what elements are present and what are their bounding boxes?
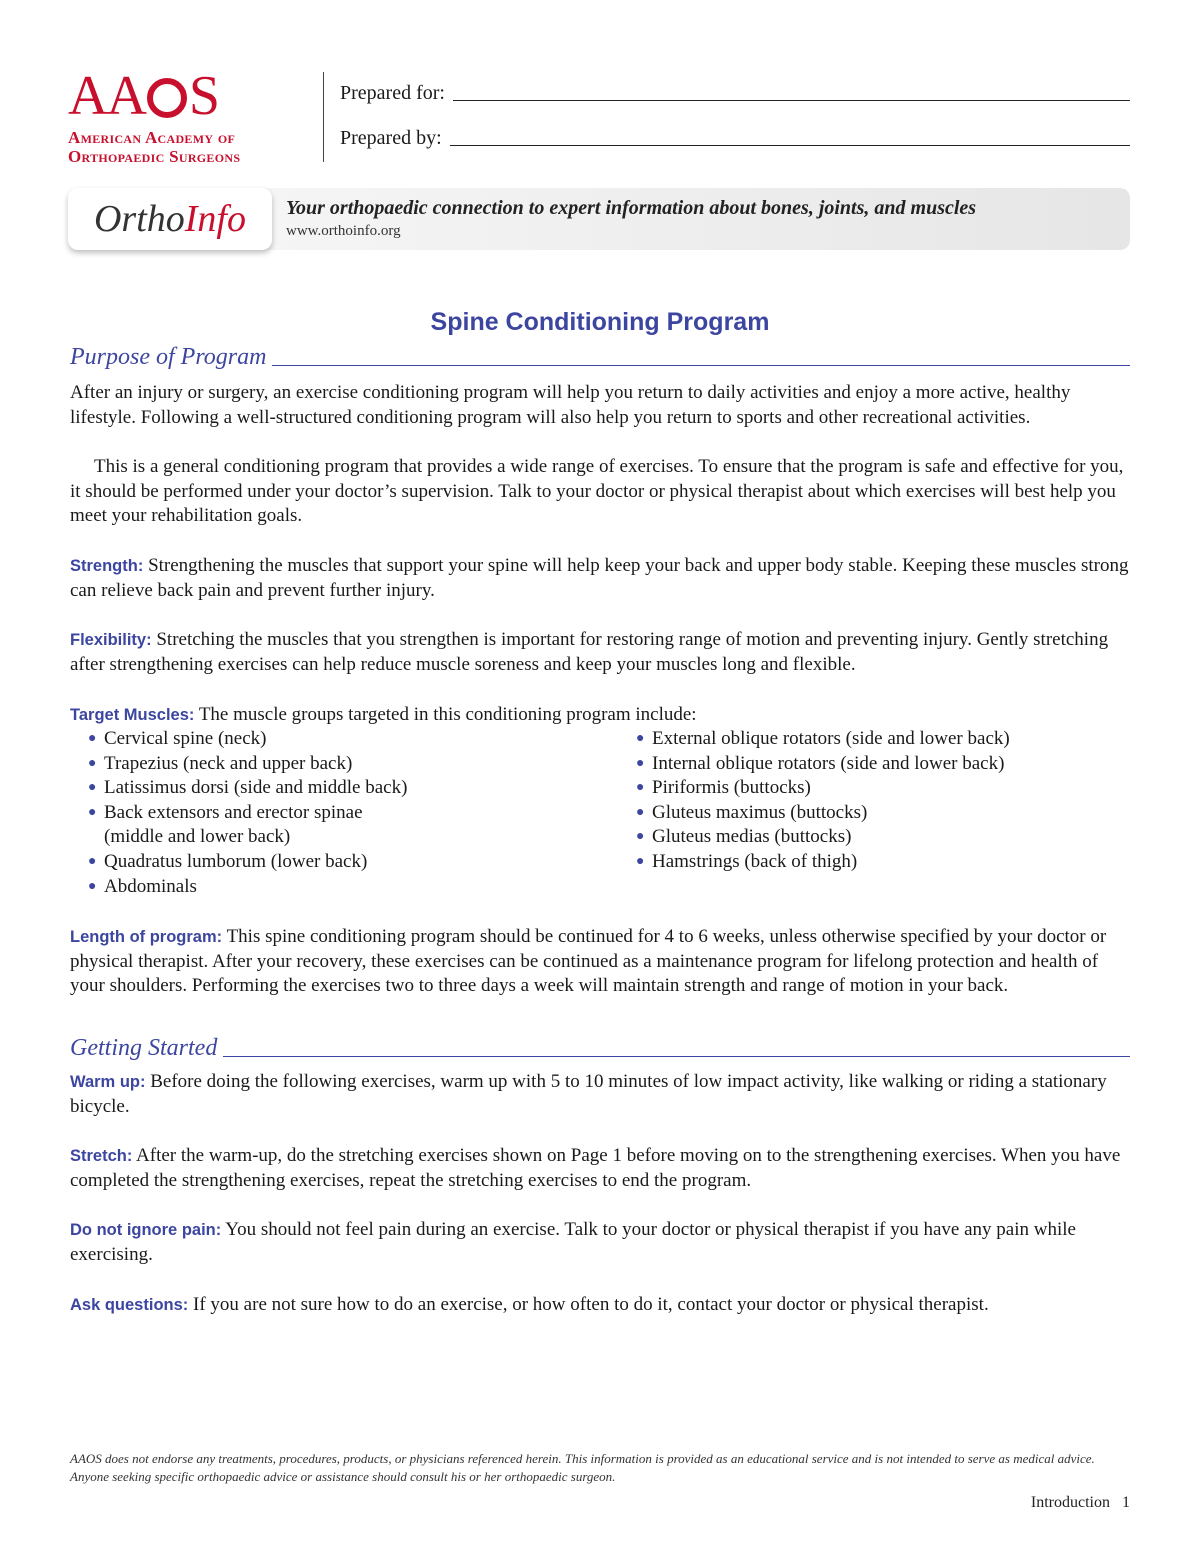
bullet-icon: ● <box>636 804 645 820</box>
strength-label: Strength: <box>70 557 144 575</box>
list-item-text: Gluteus maximus (buttocks) <box>652 801 868 823</box>
list-item <box>630 752 1130 777</box>
list-item-text: Hamstrings (back of thigh) <box>652 850 858 872</box>
orthoinfo-banner <box>68 188 1130 254</box>
aaos-logo <box>68 65 308 166</box>
bullet-icon: ● <box>636 731 645 746</box>
pain-text: You should not feel pain during an exercise. Talk to your doctor or physical therapist if you have any pain while exercising. <box>70 1219 1076 1265</box>
flexibility-paragraph <box>70 628 1132 677</box>
list-item-text: Internal oblique rotators (side and lower back) <box>652 752 1005 774</box>
flexibility-text: Stretching the muscles that you strengthen is important for restoring range of motion and preventing injury. Gently stretching after strengthening exercises can help reduce muscle soreness and keep your muscles long and flexible. <box>70 629 1109 675</box>
warm-up-label: Warm up: <box>70 1073 146 1091</box>
aaos-logo-mark <box>68 65 308 127</box>
stretch-label: Stretch: <box>70 1147 133 1165</box>
section-heading-purpose <box>70 344 1130 371</box>
length-of-program-paragraph <box>70 925 1132 999</box>
bullet-icon: ● <box>88 731 97 746</box>
list-item-text: Abdominals <box>104 875 197 897</box>
warm-up-paragraph <box>70 1070 1132 1119</box>
list-item <box>82 727 542 752</box>
bullet-icon: ● <box>88 804 97 820</box>
prepared-for-line[interactable] <box>453 100 1130 101</box>
bullet-icon: ● <box>636 780 645 796</box>
target-muscles-label: Target Muscles: <box>70 706 195 724</box>
prepared-by-label: Prepared by: <box>340 127 442 149</box>
bullet-icon: ● <box>88 755 97 771</box>
list-item <box>82 776 542 801</box>
bullet-icon: ● <box>636 853 645 869</box>
strength-paragraph <box>70 554 1132 603</box>
bullet-icon: ● <box>88 780 97 796</box>
section-heading-getting-started <box>70 1035 1130 1062</box>
questions-text: If you are not sure how to do an exercise, or how often to do it, contact your doctor or physical therapist. <box>188 1294 989 1315</box>
purpose-paragraph-1: After an injury or surgery, an exercise conditioning program will help you return to daily activities and enjoy a more active, healthy lifestyle. Following a well-structured conditioning program will also help you return to sports and other recreational activities. <box>70 382 1071 428</box>
footer-section-label: Introduction <box>1030 1494 1110 1511</box>
list-item <box>630 727 1130 752</box>
bullet-icon: ● <box>636 755 645 771</box>
questions-paragraph <box>70 1293 1132 1318</box>
purpose-paragraph-2: This is a general conditioning program that provides a wide range of exercises. To ensure that the program is safe and effective for you, it should be performed under your doctor’s supervision. Talk to your doctor or physical therapist about which exercises will best help you meet your rehabilitation goals. <box>70 456 1124 527</box>
length-of-program-text: This spine conditioning program should be continued for 4 to 6 weeks, unless otherwise specified by your doctor or physical therapist. After your recovery, these exercises can be continued as a maintenance program for lifelong protection and health of your shoulders. Performing the exercises two to three days a week will maintain strength and range of motion in your back. <box>70 926 1107 997</box>
target-muscles-text: The muscle groups targeted in this conditioning program include: <box>194 704 697 725</box>
strength-text: Strengthening the muscles that support your spine will help keep your back and upper body stable. Keeping these muscles strong can relieve back pain and prevent further injury. <box>70 555 1129 601</box>
list-item <box>82 801 424 850</box>
purpose-heading-text: Purpose of Program <box>70 344 267 370</box>
stretch-text: After the warm-up, do the stretching exercises shown on Page 1 before moving on to the strengthening exercises. When you have completed the strengthening exercises, repeat the stretching exercises to end the program. <box>70 1145 1121 1191</box>
org-name <box>68 128 308 166</box>
target-muscles-paragraph <box>70 703 1132 728</box>
list-item <box>82 752 542 777</box>
questions-label: Ask questions: <box>70 1296 189 1314</box>
list-item-text: Latissimus dorsi (side and middle back) <box>104 777 408 799</box>
prepared-for-label: Prepared for: <box>340 82 445 104</box>
list-item <box>630 825 1130 850</box>
banner-tagline: Your orthopaedic connection to expert information about bones, joints, and muscles <box>286 197 977 219</box>
heading-rule <box>223 1056 1130 1057</box>
prepared-for-field <box>340 82 1130 105</box>
list-item-text: Gluteus medias (buttocks) <box>652 826 852 848</box>
prepared-by-field <box>340 127 1130 150</box>
page-footer <box>1031 1494 1130 1512</box>
header-divider <box>323 72 324 162</box>
banner-url-link[interactable]: www.orthoinfo.org <box>286 223 401 239</box>
orthoinfo-logo-info: Info <box>184 198 246 240</box>
logo-letters-post: S <box>188 65 219 127</box>
org-name-line2: Orthopaedic Surgeons <box>68 147 241 166</box>
orthoinfo-logo-ortho: Ortho <box>93 198 185 240</box>
getting-started-heading-text: Getting Started <box>70 1035 218 1061</box>
page-number: 1 <box>1122 1494 1130 1511</box>
document-title: Spine Conditioning Program <box>430 308 770 336</box>
length-of-program-label: Length of program: <box>70 928 223 946</box>
pain-paragraph <box>70 1218 1132 1267</box>
orthoinfo-logo <box>68 188 272 250</box>
list-item <box>630 801 1130 826</box>
pain-label: Do not ignore pain: <box>70 1221 222 1239</box>
list-item <box>82 850 542 875</box>
list-item-text: Back extensors and erector spinae (middle and lower back) <box>104 801 363 848</box>
flexibility-label: Flexibility: <box>70 631 152 649</box>
list-item-text: Trapezius (neck and upper back) <box>104 752 353 774</box>
disclaimer-text: AAOS does not endorse any treatments, procedures, products, or physicians referenced herein. This information is provided as an educational service and is not intended to serve as medical advice. Anyone seeking specific orthopaedic advice or assistance should consult his or her orthopaedic surgeon. <box>70 1451 1095 1484</box>
list-item-text: External oblique rotators (side and lower back) <box>652 728 1010 749</box>
muscle-list-left <box>82 727 542 899</box>
list-item-text: Quadratus lumborum (lower back) <box>104 850 368 872</box>
logo-ring-icon <box>147 78 187 118</box>
heading-rule <box>272 365 1130 366</box>
list-item <box>82 875 542 900</box>
stretch-paragraph <box>70 1144 1132 1193</box>
org-name-line1: American Academy of <box>68 128 236 147</box>
bullet-icon: ● <box>636 829 645 845</box>
list-item <box>630 850 1130 875</box>
list-item-text: Cervical spine (neck) <box>104 728 267 749</box>
bullet-icon: ● <box>88 878 97 894</box>
list-item-text: Piriformis (buttocks) <box>652 777 811 799</box>
bullet-icon: ● <box>88 853 97 869</box>
list-item <box>630 776 1130 801</box>
logo-letters-pre: AA <box>68 65 145 127</box>
warm-up-text: Before doing the following exercises, warm up with 5 to 10 minutes of low impact activity, like walking or riding a stationary bicycle. <box>70 1071 1107 1117</box>
prepared-by-line[interactable] <box>450 145 1130 146</box>
muscle-list-right <box>630 727 1130 875</box>
